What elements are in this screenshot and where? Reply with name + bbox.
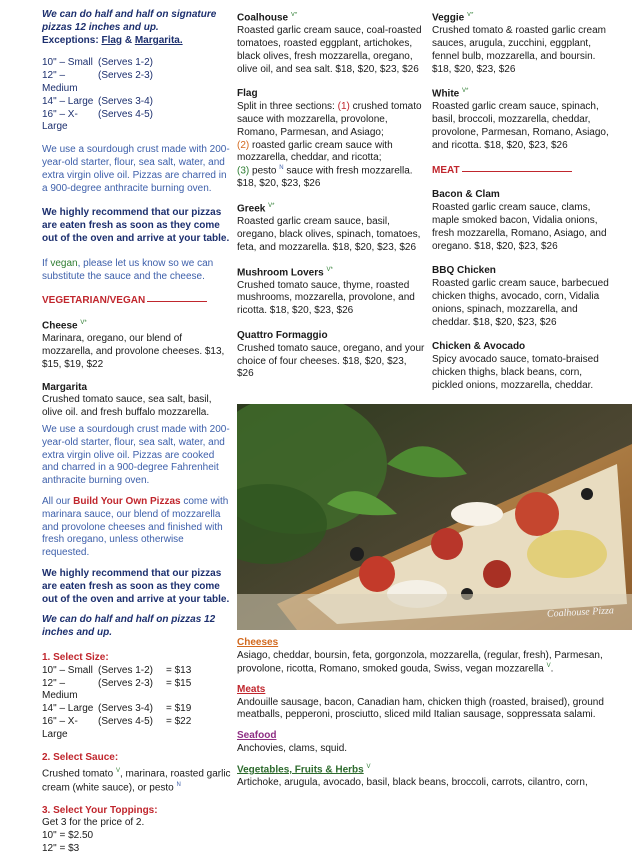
sauce-a: Crushed tomato [42, 768, 114, 780]
size-serves: (Serves 4-5) [98, 108, 154, 120]
size-price-list [42, 665, 232, 742]
size-row [42, 96, 232, 109]
pizza-name: Veggie [432, 12, 465, 24]
pizza-flag [237, 88, 425, 191]
size-row [42, 70, 232, 96]
pizza-bbq-chicken [432, 265, 612, 329]
pizza-name: Margarita [42, 381, 88, 393]
pizza-photo-illustration [237, 404, 632, 630]
vegetarian-mark: V* [467, 12, 474, 18]
vegetables-list: Artichoke, arugula, avocado, basil, black beans, broccoli, carrots, cilantro, corn, [237, 776, 588, 788]
size-price: = $19 [166, 703, 192, 715]
size-row [42, 109, 232, 135]
seafood-heading: Seafood [237, 730, 277, 742]
vegan-post: , please let us know so we can substitute the sauce and the cheese. [42, 257, 214, 282]
size-label: 14" – Large [42, 95, 94, 107]
pizza-name: White [432, 88, 460, 100]
meat-heading [432, 165, 612, 178]
size-label: 16" – X-Large [42, 715, 78, 740]
exception-amp: & [124, 34, 133, 46]
pizza-name: Coalhouse [237, 12, 289, 24]
byo-pre: All our [42, 496, 71, 508]
pizza-white [432, 88, 612, 152]
left-column [42, 9, 232, 856]
step-select-size: 1. Select Size: [42, 652, 109, 663]
size-serves: (Serves 1-2) [98, 664, 154, 676]
exceptions-label: Exceptions: [42, 34, 99, 46]
pizza-description: Roasted garlic cream sauce, clams, maple smoked bacon, Vidalia onions, fresh mozzarella, Romano, Asiago, and oregano. $18, $20, $23, $26 [432, 202, 607, 252]
size-price-row [42, 716, 232, 742]
size-list [42, 57, 232, 134]
pizza-greek [237, 203, 425, 255]
pizza-chicken-avocado [432, 341, 612, 392]
size-price: = $22 [166, 715, 192, 727]
flag-section-2-number: (2) [237, 139, 250, 151]
size-serves: (Serves 2-3) [98, 677, 154, 689]
pizza-quattro-formaggio [237, 330, 425, 381]
pizza-name: Bacon & Clam [432, 189, 500, 201]
flag-section-1-number: (1) [337, 101, 350, 113]
pizza-mushroom-lovers [237, 267, 425, 319]
pizza-name: BBQ Chicken [432, 265, 496, 277]
flag-section-1: crushed tomato sauce with mozzarella, provolone, Romano, Parmesan, and Asiago; [237, 101, 422, 138]
sourdough-note: We use a sourdough crust made with 200-year-old starter, flour, sea salt, water, and extra virgin olive oil. Pizzas are charred in a 900-degree anthracite burning oven. [42, 144, 230, 194]
pizza-name: Quattro Formaggio [237, 330, 328, 342]
vegetarian-vegan-heading-text: VEGETARIAN/VEGAN [42, 295, 146, 307]
size-serves: (Serves 3-4) [98, 95, 154, 107]
flag-price: $18, $20, $23, $26 [237, 178, 321, 190]
flag-section-3b: sauce with fresh mozzarella. [286, 165, 413, 177]
pizza-description: Crushed tomato sauce, sea salt, basil, olive oil. and fresh buffalo mozzarella. [42, 394, 212, 419]
flag-section-3-number: (3) [237, 165, 250, 177]
vegetarian-mark: V* [326, 266, 333, 273]
pizza-name: Mushroom Lovers [237, 266, 324, 278]
sauce-b: , marinara, roasted garlic cream (white sauce), or pesto [42, 768, 231, 793]
nut-mark: N [176, 781, 181, 788]
byo-post: come with marinara sauce, our blend of mozzarella and provolone cheeses and finished with fresh oregano, unless otherwise requested. [42, 496, 229, 559]
vegetarian-mark: V* [462, 88, 469, 95]
recommend-note: We highly recommend that our pizzas are eaten fresh as soon as they come out of the oven and arrive at your table. [42, 207, 230, 244]
step-select-sauce: 2. Select Sauce: [42, 751, 119, 763]
pizza-photo [237, 404, 632, 630]
size-row [42, 57, 232, 70]
vegan-mark: V [115, 768, 120, 775]
exception-margarita: Margarita. [134, 34, 183, 46]
half-and-half-note: We can do half and half on signature pizzas 12 inches and up. [42, 9, 217, 33]
topping-price: 12" = $3 [42, 843, 80, 855]
photo-caption: Coalhouse Pizza [546, 605, 615, 620]
heading-rule [462, 171, 572, 172]
pizza-description: Crushed tomato & roasted garlic cream sauces, arugula, zucchini, eggplant, fennel bulb, mozzarella, and boursin. $18, $20, $23, $26 [432, 25, 606, 75]
vegan-mark: V [546, 662, 551, 669]
right-column [432, 12, 612, 396]
heading-rule [147, 301, 207, 302]
meat-heading-text: MEAT [432, 164, 460, 176]
meats-list: Andouille sausage, bacon, Canadian ham, chicken thigh (roasted, braised), ground meatballs, pepperoni, prosciutto, sliced mild Italian sausage, soppressata salami. [237, 696, 604, 721]
pizza-description: Crushed tomato sauce, oregano, and your choice of four cheeses. $18, $20, $23, $26 [237, 342, 425, 380]
toppings-list [237, 637, 632, 790]
vegetarian-mark: V* [268, 203, 275, 210]
size-price-row [42, 678, 232, 704]
pizza-name: Cheese [42, 320, 78, 332]
pizza-description [237, 101, 425, 191]
pizza-description: Roasted garlic cream sauce, barbecued chicken thighs, avocado, corn, Vidalia onions, spinach, mozzarella, and cheddar. $18, $20, $23, $26 [432, 278, 609, 328]
pizza-description: Roasted garlic cream sauce, coal-roasted tomatoes, roasted eggplant, artichokes, black olives, fresh mozzarella, oregano, olive oil, and sea salt. $18, $20, $23, $26 [237, 25, 422, 75]
size-price: = $13 [166, 664, 192, 676]
size-price: = $15 [166, 677, 192, 689]
flag-section-2: roasted garlic cream sauce with mozzarella, cheddar, and ricotta; [237, 139, 393, 164]
pizza-description: Spicy avocado sauce, tomato-braised chicken thighs, black beans, corn, pickled onions, mozzarella, cheddar. [432, 354, 599, 391]
sauce-options [42, 768, 232, 794]
topping-price: 10" = $2.50 [42, 830, 94, 842]
pizza-cheese [42, 320, 232, 372]
pizza-veggie [432, 12, 612, 76]
flag-intro: Split in three sections: [237, 101, 335, 113]
vegan-mark: V [366, 763, 371, 770]
build-your-own-note [42, 496, 232, 560]
step-select-toppings: 3. Select Your Toppings: [42, 804, 158, 816]
pizza-coalhouse [237, 12, 425, 76]
toppings-deal: Get 3 for the price of 2. [42, 817, 145, 829]
pizza-name: Greek [237, 203, 266, 215]
size-label: 10" – Small [42, 664, 93, 676]
pizza-description: Crushed tomato sauce, thyme, roasted mushrooms, mozzarella, provolone, and ricotta. $18, $20, $23, $26 [237, 279, 415, 317]
size-label: 16" – X-Large [42, 108, 78, 133]
exception-flag: Flag [101, 34, 123, 46]
pizza-description: Roasted garlic cream sauce, spinach, basil, broccoli, mozzarella, cheddar, provolone, Parmesan, Romano, Asiago, and ricotta. $18, $20, $23, $26 [432, 101, 609, 151]
pizza-description: Marinara, oregano, our blend of mozzarella, and provolone cheeses. $13, $15, $19, $22 [42, 333, 225, 370]
middle-column [237, 12, 425, 396]
size-label: 14" – Large [42, 703, 94, 715]
size-price-row [42, 703, 232, 716]
size-price-row [42, 665, 232, 678]
pizza-name: Chicken & Avocado [432, 341, 526, 353]
flag-section-3a: pesto [252, 165, 277, 177]
build-your-own-link[interactable]: Build Your Own Pizzas [73, 496, 181, 508]
vegetarian-mark: V* [80, 320, 87, 327]
vegetables-heading-line [237, 764, 632, 777]
exceptions-line [42, 35, 232, 48]
size-serves: (Serves 2-3) [98, 70, 154, 82]
pizza-description: Roasted garlic cream sauce, basil, oregano, black olives, spinach, tomatoes, feta, and mozzarella. $18, $20, $23, $26 [237, 216, 421, 253]
pizza-name: Flag [237, 88, 258, 100]
cheeses-list: Asiago, cheddar, boursin, feta, gorgonzola, mozzarella, (regular, fresh), Parmesan, provolone, ricotta, Romano, smoked gouda, Swiss, vegan mozzarella $^V$. [237, 649, 603, 674]
vegan-pre: If [42, 257, 48, 269]
size-serves: (Serves 1-2) [98, 57, 154, 69]
size-serves: (Serves 4-5) [98, 715, 154, 727]
vegan-note [42, 258, 232, 284]
meats-heading: Meats [237, 683, 266, 695]
size-serves: (Serves 3-4) [98, 703, 154, 715]
cheeses-heading: Cheeses [237, 637, 279, 648]
half-and-half-note-2: We can do half and half on pizzas 12 inches and up. [42, 614, 216, 639]
pizza-bacon-clam [432, 189, 612, 253]
size-label: 12" – Medium [42, 677, 78, 702]
pizza-margarita [42, 382, 232, 420]
sourdough-note-2: We use a sourdough crust made with 200-year-old starter, flour, sea salt, water, and extra virgin olive oil. Pizzas are cooked and charred in a 900-degree Fahrenheit anthracite burning oven. [42, 424, 230, 487]
recommend-note-2: We highly recommend that our pizzas are eaten fresh as soon as they come out of the oven and arrive at your table. [42, 568, 230, 605]
nut-mark: N [279, 165, 284, 172]
vegetarian-mark: V* [290, 12, 298, 18]
vegan-word: vegan [50, 257, 78, 269]
vegetarian-vegan-heading [42, 295, 232, 308]
vegetables-heading: Vegetables, Fruits & Herbs [237, 764, 364, 776]
size-label: 12" – Medium [42, 70, 78, 94]
cheeses-items: Asiago, cheddar, boursin, feta, gorgonzola, mozzarella, (regular, fresh), Parmesan, provolone, ricotta, Romano, smoked gouda, Swiss, vegan mozzarella [237, 649, 603, 674]
seafood-list: Anchovies, clams, squid. [237, 742, 348, 754]
size-label: 10" – Small [42, 57, 93, 69]
